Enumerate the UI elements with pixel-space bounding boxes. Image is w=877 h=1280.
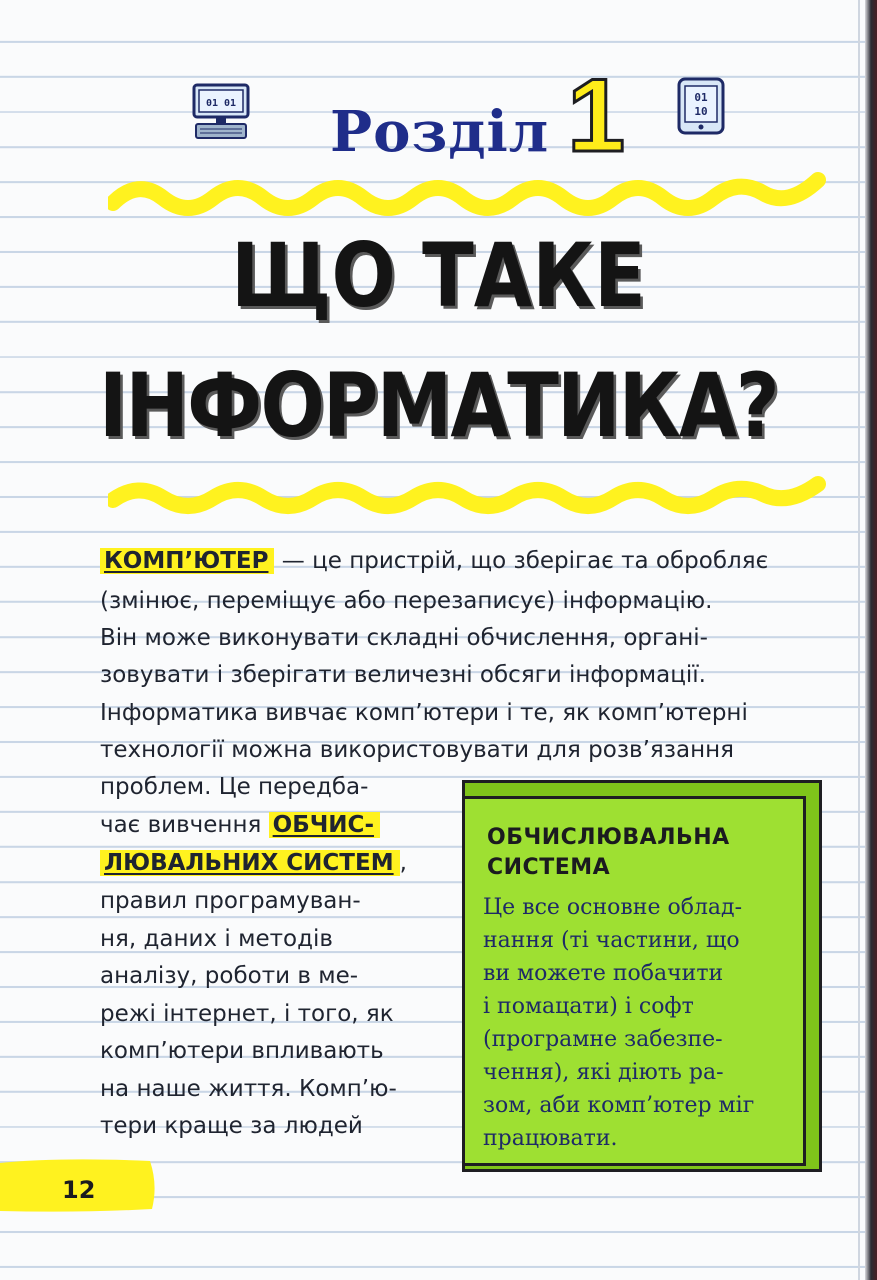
definition-box-body: Це все основне облад- нання (ті частини, що ви можете побачити і помацати) і софт (програмне забезпе- чення), які діють ра- зом, аби комп’ютер міг працювати.	[483, 895, 755, 1151]
page-title-line1: ЩО ТАКЕ	[231, 224, 646, 327]
intro-line-5: Інформатика вивчає комп’ютери і те, як комп’ютерні	[100, 700, 748, 726]
definition-box-face	[462, 796, 806, 1166]
term-computer: КОМП’ЮТЕР	[100, 548, 274, 574]
column-line-1: проблем. Це передба-	[100, 774, 369, 800]
column-line-5: ня, даних і методів	[100, 926, 333, 952]
column-line-9: на наше життя. Комп’ю-	[100, 1076, 397, 1102]
page-edge-line	[858, 0, 860, 1280]
intro-line-1: КОМП’ЮТЕР — це пристрій, що зберігає та обробляє	[100, 548, 768, 574]
term-computing-systems-part2: ЛЮВАЛЬНИХ СИСТЕМ	[100, 850, 400, 876]
right-icon-text-top: 01	[694, 91, 708, 104]
chapter-heading	[330, 58, 626, 174]
right-icon-text-bottom: 10	[694, 105, 708, 118]
intro-line-3: Він може виконувати складні обчислення, органі-	[100, 625, 708, 651]
tablet-icon	[676, 76, 726, 140]
intro-line-6: технології можна використовувати для розв’язання	[100, 737, 734, 763]
chapter-number: 1	[567, 58, 626, 174]
term-computing-systems-part1: ОБЧИС-	[269, 812, 380, 838]
column-line-4: правил програмуван-	[100, 888, 361, 914]
definition-box-title: ОБЧИСЛЮВАЛЬНА СИСТЕМА	[487, 825, 730, 880]
column-line-7: режі інтернет, і того, як	[100, 1001, 394, 1027]
book-spine	[865, 0, 877, 1280]
desktop-computer-icon	[190, 82, 252, 148]
chapter-label: Розділ	[330, 99, 550, 165]
page-number: 12	[62, 1176, 96, 1204]
yellow-wave-bottom	[108, 470, 828, 524]
column-line-3: ЛЮВАЛЬНИХ СИСТЕМ ,	[100, 850, 407, 876]
column-line-10: тери краще за людей	[100, 1113, 363, 1139]
definition-box	[462, 780, 830, 1180]
column-line-8: комп’ютери впливають	[100, 1038, 384, 1064]
column-line-2: чає вивчення ОБЧИС-	[100, 812, 380, 838]
intro-line-4: зовувати і зберігати величезні обсяги інформації.	[100, 662, 706, 688]
intro-line-2: (змінює, переміщує або перезаписує) інформацію.	[100, 588, 713, 614]
column-line-6: аналізу, роботи в ме-	[100, 963, 359, 989]
page-title-line2: ІНФОРМАТИКА?	[99, 354, 778, 457]
yellow-wave-top	[108, 168, 828, 222]
left-icon-text: 01 01	[205, 98, 237, 109]
